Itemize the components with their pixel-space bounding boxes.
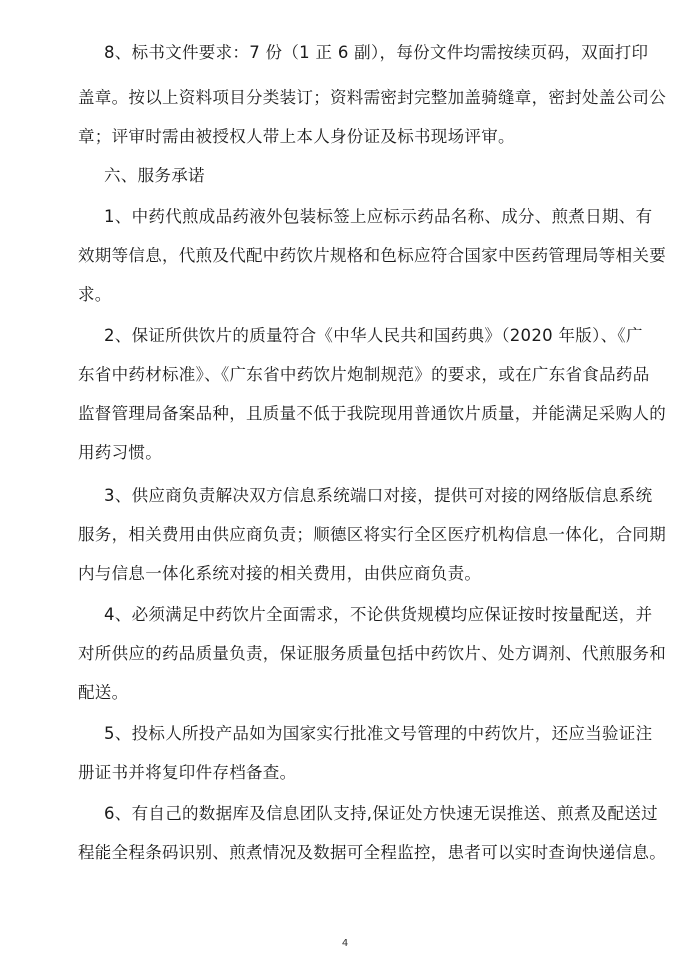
paragraph-line: 对所供应的药品质量负责，保证服务质量包括中药饮片、处方调剂、代煎服务和 [78, 644, 666, 663]
paragraph-line: 配送。 [78, 683, 129, 702]
paragraph-line: 2、保证所供饮片的质量符合《中华人民共和国药典》（2020 年版）、《广 [104, 326, 643, 345]
paragraph-line: 章；评审时需由被授权人带上本人身份证及标书现场评审。 [78, 127, 515, 146]
paragraph-line: 东省中药材标准》、《广东省中药饮片炮制规范》的要求，或在广东省食品药品 [78, 365, 650, 384]
paragraph-line: 盖章。按以上资料项目分类装订；资料需密封完整加盖骑缝章，密封处盖公司公 [78, 88, 666, 107]
paragraph-line: 1、中药代煎成品药液外包装标签上应标示药品名称、成分、煎煮日期、有 [104, 207, 653, 226]
paragraph-line: 3、供应商负责解决双方信息系统端口对接，提供可对接的网络版信息系统 [104, 486, 653, 505]
paragraph-line: 程能全程条码识别、煎煮情况及数据可全程监控，患者可以实时查询快递信息。 [78, 843, 666, 862]
section-heading: 六、服务承诺 [104, 166, 205, 185]
paragraph-line: 用药习惯。 [78, 443, 162, 462]
paragraph-line: 服务，相关费用由供应商负责；顺德区将实行全区医疗机构信息一体化，合同期 [78, 525, 666, 544]
paragraph-line: 8、标书文件要求：7 份（1 正 6 副），每份文件均需按续页码，双面打印 [104, 43, 649, 62]
paragraph-line: 册证书并将复印件存档备查。 [78, 763, 297, 782]
paragraph-line: 求。 [78, 285, 112, 304]
paragraph-line: 4、必须满足中药饮片全面需求，不论供货规模均应保证按时按量配送，并 [104, 605, 653, 624]
paragraph-line: 效期等信息，代煎及代配中药饮片规格和色标应符合国家中医药管理局等相关要 [78, 246, 666, 265]
paragraph-line: 6、有自己的数据库及信息团队支持,保证处方快速无误推送、煎煮及配送过 [104, 804, 658, 823]
page-number: 4 [341, 938, 349, 949]
paragraph-line: 5、投标人所投产品如为国家实行批准文号管理的中药饮片，还应当验证注 [104, 724, 653, 743]
paragraph-line: 内与信息一体化系统对接的相关费用，由供应商负责。 [78, 564, 482, 583]
paragraph-line: 监督管理局备案品种，且质量不低于我院现用普通饮片质量，并能满足采购人的 [78, 404, 666, 423]
